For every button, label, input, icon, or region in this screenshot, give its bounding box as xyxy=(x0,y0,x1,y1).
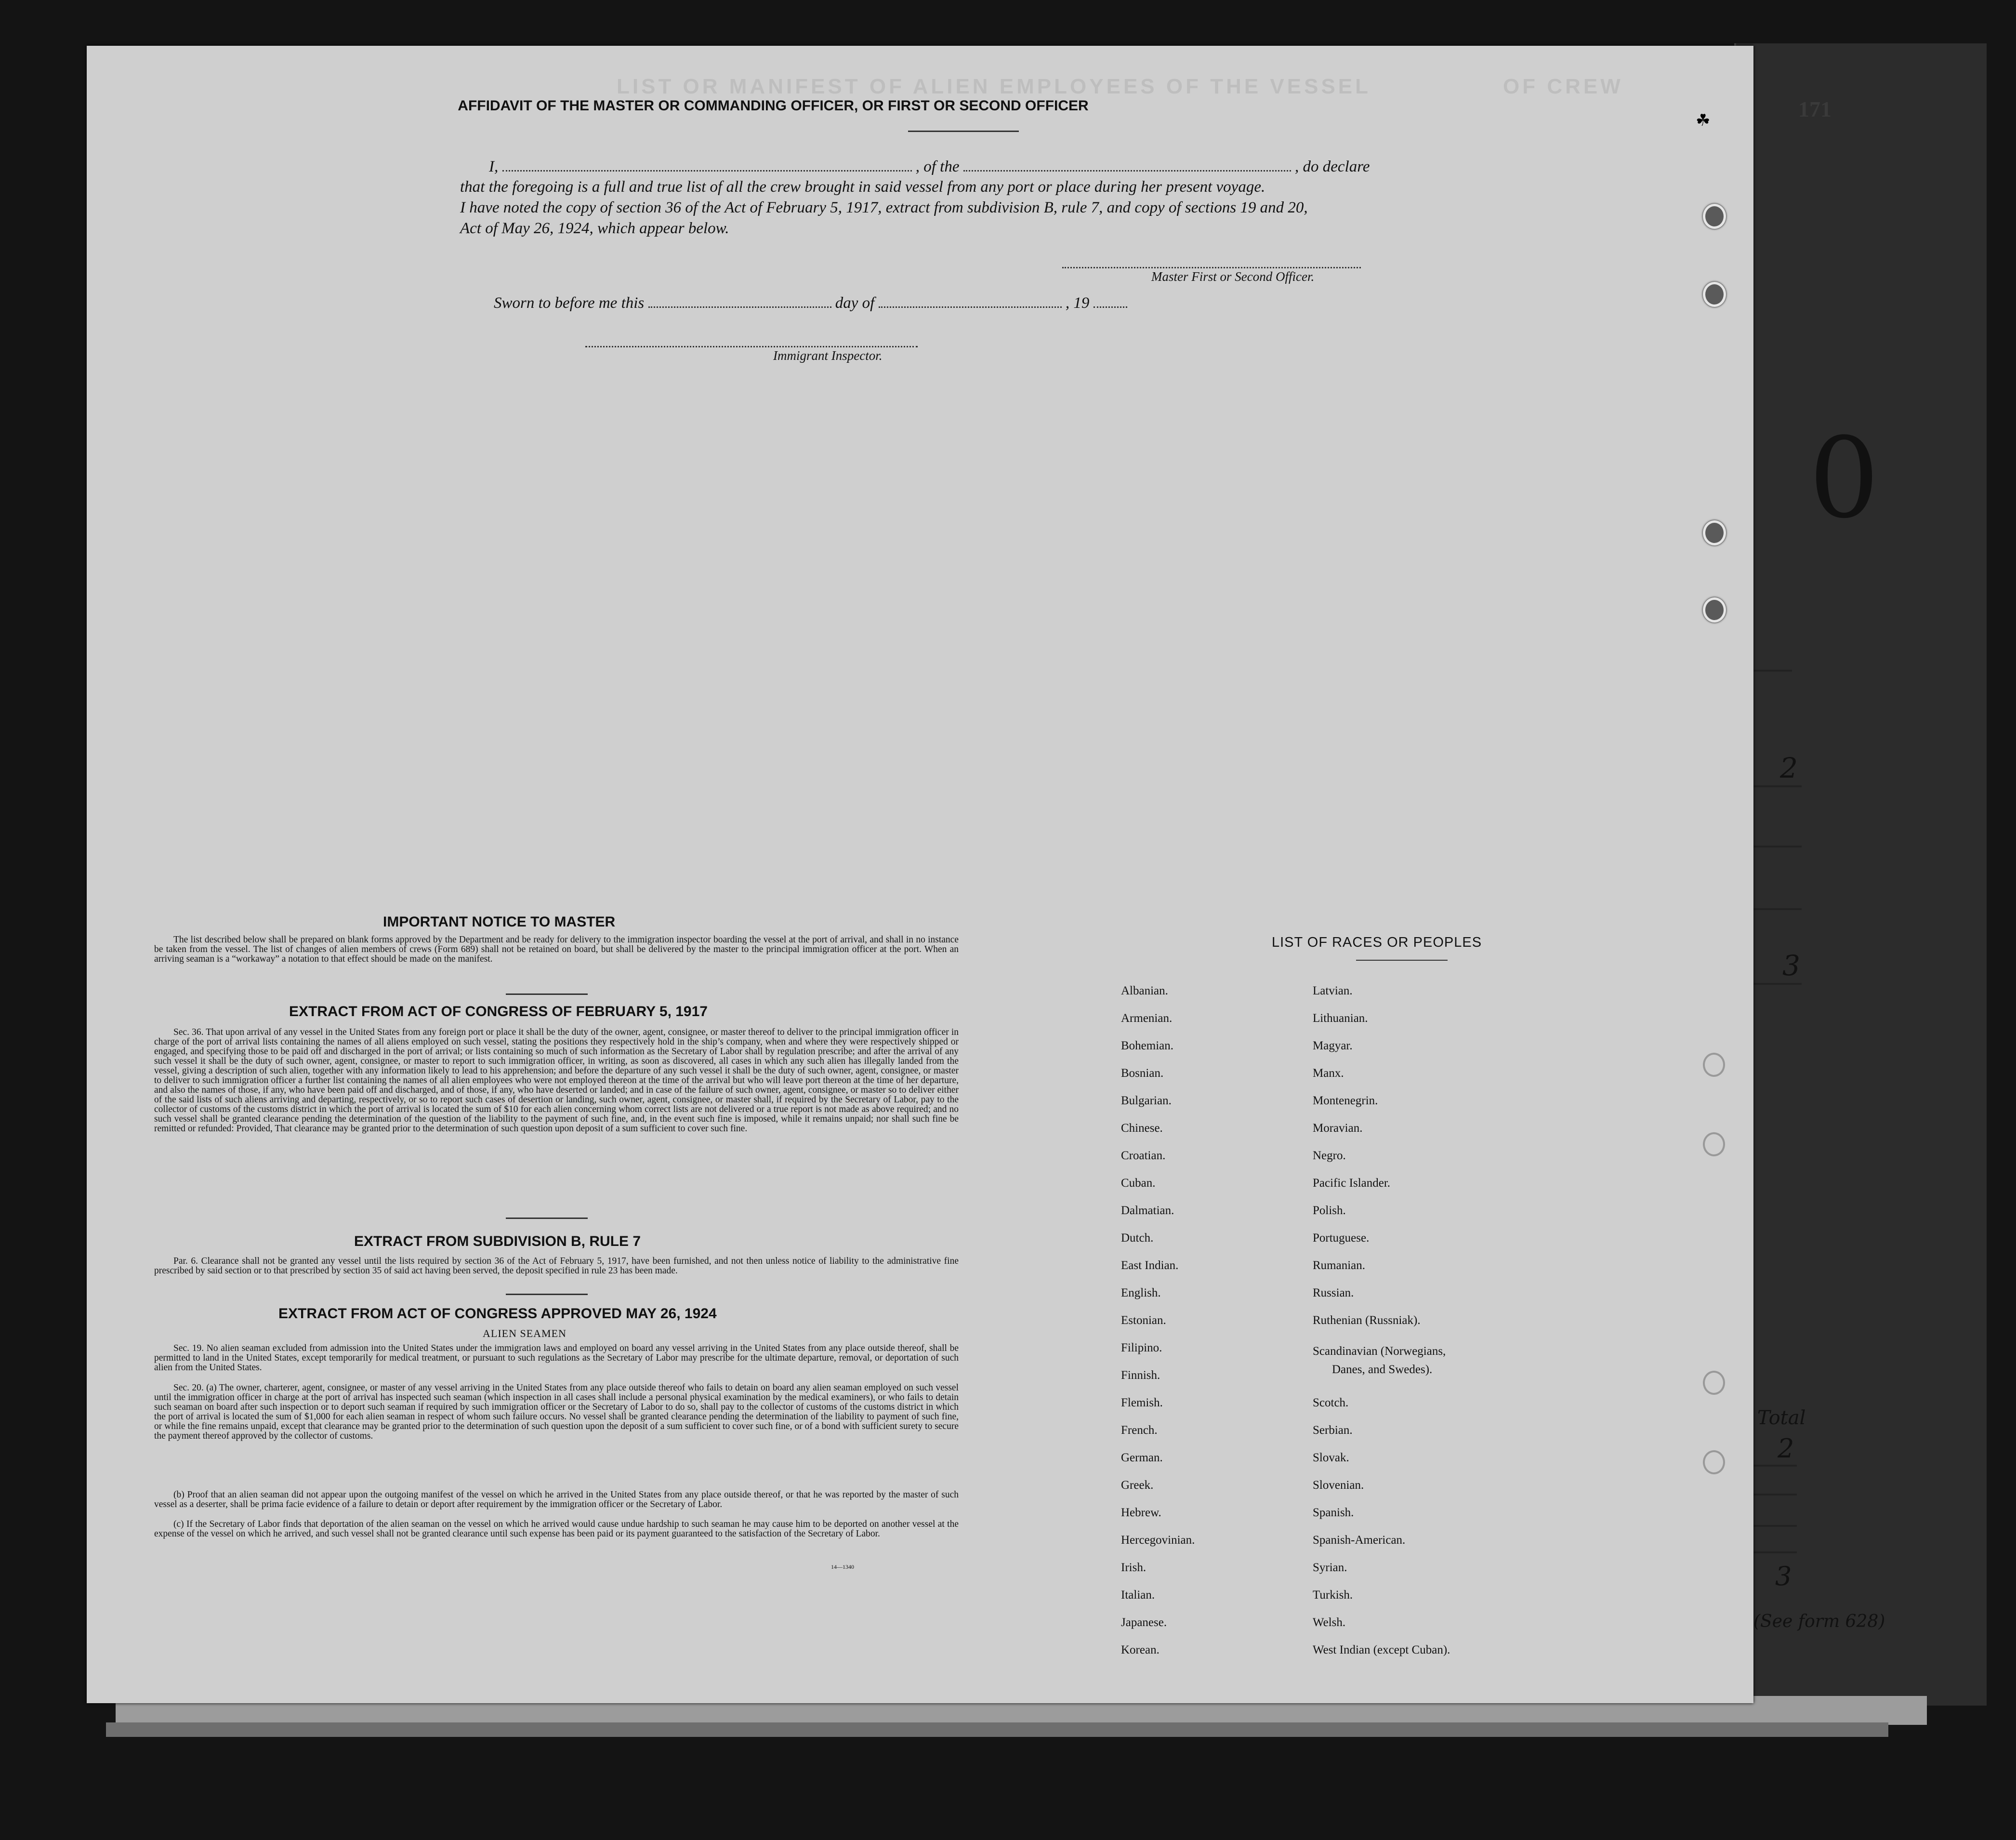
sworn-prefix: Sworn to before me this xyxy=(494,294,645,312)
binder-hole-icon xyxy=(1703,520,1726,545)
tally-line xyxy=(1753,1551,1797,1553)
sworn-month-field[interactable] xyxy=(879,294,1062,308)
affidavit-section xyxy=(87,46,1753,383)
race-item: Pacific Islander. xyxy=(1313,1177,1391,1190)
declaration-text-line-4: Act of May 26, 1924, which appear below. xyxy=(460,220,729,237)
race-item: Negro. xyxy=(1313,1149,1346,1162)
handwritten-zero: 0 xyxy=(1809,414,1880,543)
form-number: 14—1340 xyxy=(831,1563,854,1570)
race-item: Chinese. xyxy=(1121,1122,1163,1135)
race-item: Cuban. xyxy=(1121,1177,1156,1190)
extract-1924-title: EXTRACT FROM ACT OF CONGRESS APPROVED MAY 26, 1924 xyxy=(278,1306,717,1322)
race-item: Bosnian. xyxy=(1121,1067,1164,1080)
race-item: Polish. xyxy=(1313,1204,1346,1217)
race-item: Serbian. xyxy=(1313,1424,1353,1437)
race-item: Greek. xyxy=(1121,1479,1154,1492)
binder-hole-icon xyxy=(1703,282,1726,307)
binder-hole-icon xyxy=(1703,597,1726,622)
sec-20c-text: (c) If the Secretary of Labor finds that deportation of the alien seaman on the vessel on which he arrived would cause undue hardship to such seaman he may cause him to be deported on another vessel at the expense of the vessel on which he arrived, and such vessel shall not be granted clearance until such expense has been paid or its payment guaranteed to the satisfaction of the Secretary of Labor. xyxy=(154,1519,959,1539)
sworn-year-prefix: , 19 xyxy=(1065,294,1090,312)
extract-1917-title: EXTRACT FROM ACT OF CONGRESS OF FEBRUARY 5, 1917 xyxy=(289,1004,708,1019)
race-item: Scandinavian (Norwegians, xyxy=(1313,1345,1446,1358)
races-title: LIST OF RACES OR PEOPLES xyxy=(1272,935,1482,950)
race-item: Portuguese. xyxy=(1313,1231,1370,1244)
race-item: Turkish. xyxy=(1313,1588,1353,1602)
race-item: German. xyxy=(1121,1451,1163,1464)
race-item: Dalmatian. xyxy=(1121,1204,1174,1217)
declaration-text-line-3: I have noted the copy of section 36 of the Act of February 5, 1917, extract from subdivision B, rule 7, and copy of sections 19 and 20, xyxy=(460,199,1308,216)
tally-line xyxy=(1753,1525,1797,1527)
page-number: 171 xyxy=(1798,97,1832,121)
race-item: East Indian. xyxy=(1121,1259,1179,1272)
race-item: Spanish. xyxy=(1313,1506,1354,1519)
race-item: Latvian. xyxy=(1313,984,1353,997)
race-item: Lithuanian. xyxy=(1313,1012,1368,1025)
pencil-mark-icon: ☘ xyxy=(1696,112,1711,130)
race-item: Finnish. xyxy=(1121,1369,1160,1382)
subdivision-title: EXTRACT FROM SUBDIVISION B, RULE 7 xyxy=(354,1233,641,1249)
sworn-day-field[interactable] xyxy=(648,294,831,308)
tally-line xyxy=(1753,1465,1797,1467)
inspector-signature-label: Immigrant Inspector. xyxy=(773,348,883,363)
declarant-prefix: I, xyxy=(489,158,499,175)
section-rule xyxy=(506,1218,588,1219)
sec-19-text: Sec. 19. No alien seaman excluded from admission into the United States under the immigration laws and employed on board any vessel arriving in the United States from any place outside thereof, shall be permitted to land in the United States, except temporarily for medical treatment, or pursuant to such regulations as the Secretary of Labor may prescribe for the ultimate departure, removal, or deportation of such alien from the United States. xyxy=(154,1343,959,1373)
race-item: Dutch. xyxy=(1121,1231,1154,1244)
race-item: Scotch. xyxy=(1313,1396,1349,1409)
race-item: Bulgarian. xyxy=(1121,1094,1172,1107)
sec-20b-text: (b) Proof that an alien seaman did not appear upon the outgoing manifest of the vessel on which he arrived in the United States from any place outside thereof, or that he was reported by the master of such vessel as a deserter, shall be prima facie evidence of a failure to detain or deport after requirement by the immigration officer or the Secretary of Labor. xyxy=(154,1490,959,1509)
handwritten-number-2: 2 xyxy=(1780,752,1798,784)
declarant-name-field[interactable] xyxy=(502,158,912,172)
section-rule xyxy=(506,993,588,995)
race-item: Hercegovinian. xyxy=(1121,1534,1195,1547)
race-item: Moravian. xyxy=(1313,1122,1363,1135)
races-title-rule xyxy=(1356,960,1448,961)
race-item: Irish. xyxy=(1121,1561,1146,1574)
handwritten-form-note: (See form 628) xyxy=(1753,1612,1885,1631)
race-item: Korean. xyxy=(1121,1643,1160,1656)
tally-line xyxy=(1753,908,1802,910)
tally-line xyxy=(1753,670,1792,672)
race-item: Ruthenian (Russniak). xyxy=(1313,1314,1421,1327)
underlying-page-edge-2 xyxy=(106,1722,1888,1737)
handwritten-number-2: 2 xyxy=(1778,1433,1794,1464)
race-item: West Indian (except Cuban). xyxy=(1313,1643,1450,1656)
race-item: Flemish. xyxy=(1121,1396,1163,1409)
tally-line xyxy=(1753,785,1802,787)
race-item: Albanian. xyxy=(1121,984,1168,997)
sworn-day-of: day of xyxy=(835,294,875,312)
race-item: Manx. xyxy=(1313,1067,1344,1080)
race-item: Montenegrin. xyxy=(1313,1094,1378,1107)
race-item: Slovak. xyxy=(1313,1451,1349,1464)
race-item: Estonian. xyxy=(1121,1314,1166,1327)
tally-line xyxy=(1753,983,1802,985)
race-item: Syrian. xyxy=(1313,1561,1347,1574)
tally-line xyxy=(1753,1494,1797,1496)
binder-hole-icon xyxy=(1703,1450,1725,1474)
race-item: Japanese. xyxy=(1121,1616,1167,1629)
declare-suffix: , do declare xyxy=(1294,158,1370,175)
race-item: Slovenian. xyxy=(1313,1479,1364,1492)
extract-1917-text: Sec. 36. That upon arrival of any vessel in the United States from any foreign port or place it shall be the duty of the owner, agent, consignee, or master thereof to deliver to the principal immigration officer in charge of the port of arrival lists containing the names of all aliens employed on such vessel, stating the positions they respectively hold in the ship’s company, when and where they were respectively shipped or engaged, and specifying those to be paid off and discharged in the port of arrival; or lists containing so much of such information as the Secretary of Labor shall by regulation prescribe; and after the arrival of any such vessel it shall be the duty of such owner, agent, consignee, or master to report to such immigration officer, in writing, as soon as discovered, all cases in which any such alien has illegally landed from the vessel, giving a description of such alien, together with any information likely to lead to his apprehension; and before the departure of any such vessel it shall be the duty of such owner, agent, consignee, or master to deliver to such immigration officer a further list containing the names of all alien employees who were not employed thereon at the time of the arrival but who will leave port thereon at the time of her departure, and also the names of those, if any, who have been paid off and discharged, and of those, if any, who have deserted or landed; and in case of the failure of such owner, agent, consignee, or master so to deliver either of the said lists of such aliens arriving and departing, respectively, or so to report such cases of desertion or landing, such owner, agent, consignee, or master shall, if required by the Secretary of Labor, pay to the collector of customs of the customs district in which the port of arrival is located the sum of $10 for each alien concerning whom correct lists are not delivered or a true report is not made as above required; and no such vessel shall be granted clearance pending the determination of the question of the liability to the payment of such fine, and, in the event such fine is imposed, while it remains unpaid; nor shall such fine be remitted or refunded: Provided, That clearance may be granted prior to the determination of such question upon deposit of a sum sufficient to cover such fine. xyxy=(154,1027,959,1134)
vessel-name-field[interactable] xyxy=(963,158,1291,172)
affidavit-title: AFFIDAVIT OF THE MASTER OR COMMANDING OFFICER, OR FIRST OR SECOND OFFICER xyxy=(458,98,1089,114)
tally-line xyxy=(1753,846,1802,847)
binder-hole-icon xyxy=(1703,1053,1725,1077)
race-item: Russian. xyxy=(1313,1286,1354,1299)
form-sheet xyxy=(87,46,1753,1703)
bleed-through-header: LIST OR MANIFEST OF ALIEN EMPLOYEES OF THE VESSEL xyxy=(617,75,1371,98)
race-item: Hebrew. xyxy=(1121,1506,1161,1519)
notice-text: The list described below shall be prepared on blank forms approved by the Department and be ready for delivery to the immigration inspector boarding the vessel at the port of arrival, and shall in no instance be taken from the vessel. The list of changes of alien members of crews (Form 689) shall not be retained on board, but shall be delivered by the master to the principal immigration officer at the port. When an arriving seaman is a “workaway” a notation to that effect should be made on the manifest. xyxy=(154,935,959,964)
race-item: Magyar. xyxy=(1313,1039,1353,1052)
declaration-line xyxy=(489,158,1469,176)
master-signature-line[interactable] xyxy=(1062,267,1361,268)
alien-seamen-subtitle: ALIEN SEAMEN xyxy=(483,1327,567,1339)
handwritten-total-label: Total xyxy=(1757,1407,1806,1429)
sworn-year-field[interactable] xyxy=(1094,294,1127,308)
handwritten-number-3: 3 xyxy=(1782,949,1800,982)
race-item: Rumanian. xyxy=(1313,1259,1366,1272)
binder-hole-icon xyxy=(1703,204,1726,229)
sec-20a-text: Sec. 20. (a) The owner, charterer, agent, consignee, or master of any vessel arriving in the United States from any place outside thereof who fails to detain on board any alien seaman employed on such vessel until the immigration officer in charge at the port of arrival has inspected such seaman (which inspection in all cases shall include a personal physical examination by the medical examiners), or who fails to detain such seaman on board after such inspection or to deport such seaman if required by such immigration officer or the Secretary of Labor to do so, shall pay to the collector of customs of the customs district in which the port of arrival is located the sum of $1,000 for each alien seaman in respect of whom such failure occurs. No vessel shall be granted clearance pending the determination of the liability to payment of such fine, or while the fine remains unpaid, except that clearance may be granted prior to the determination of such question upon the deposit of a sum sufficient to cover such fine, or of a bond with sufficient surety to secure the payment thereof approved by the collector of customs. xyxy=(154,1383,959,1441)
race-item: Croatian. xyxy=(1121,1149,1166,1162)
underlying-manifest-page xyxy=(1734,43,1987,1706)
race-item: Filipino. xyxy=(1121,1341,1162,1354)
master-signature-label: Master First or Second Officer. xyxy=(1151,269,1315,284)
race-item: Spanish-American. xyxy=(1313,1534,1406,1547)
handwritten-number-3: 3 xyxy=(1775,1561,1792,1591)
race-item: Italian. xyxy=(1121,1588,1155,1602)
bleed-through-crew: OF CREW xyxy=(1503,75,1623,98)
race-item: Danes, and Swedes). xyxy=(1332,1363,1433,1376)
race-item: Welsh. xyxy=(1313,1616,1346,1629)
race-item: English. xyxy=(1121,1286,1161,1299)
binder-hole-icon xyxy=(1703,1371,1725,1395)
race-item: Bohemian. xyxy=(1121,1039,1174,1052)
race-item: Armenian. xyxy=(1121,1012,1173,1025)
race-item: French. xyxy=(1121,1424,1158,1437)
notice-title: IMPORTANT NOTICE TO MASTER xyxy=(383,914,616,930)
title-rule xyxy=(908,131,1019,132)
subdivision-text: Par. 6. Clearance shall not be granted any vessel until the lists required by section 36 of the Act of February 5, 1917, have been furnished, and not then unless notice of liability to the administrative fine prescribed by said section or to that prescribed by section 35 of said act having been served, the deposit specified in rule 23 has been made. xyxy=(154,1256,959,1276)
inspector-signature-line[interactable] xyxy=(585,346,918,347)
declaration-text-line-2: that the foregoing is a full and true list of all the crew brought in said vessel from any port or place during her present voyage. xyxy=(460,178,1265,196)
sworn-line xyxy=(494,294,1127,312)
vessel-prefix: , of the xyxy=(915,158,960,175)
section-rule xyxy=(506,1294,588,1295)
binder-hole-icon xyxy=(1703,1132,1725,1156)
